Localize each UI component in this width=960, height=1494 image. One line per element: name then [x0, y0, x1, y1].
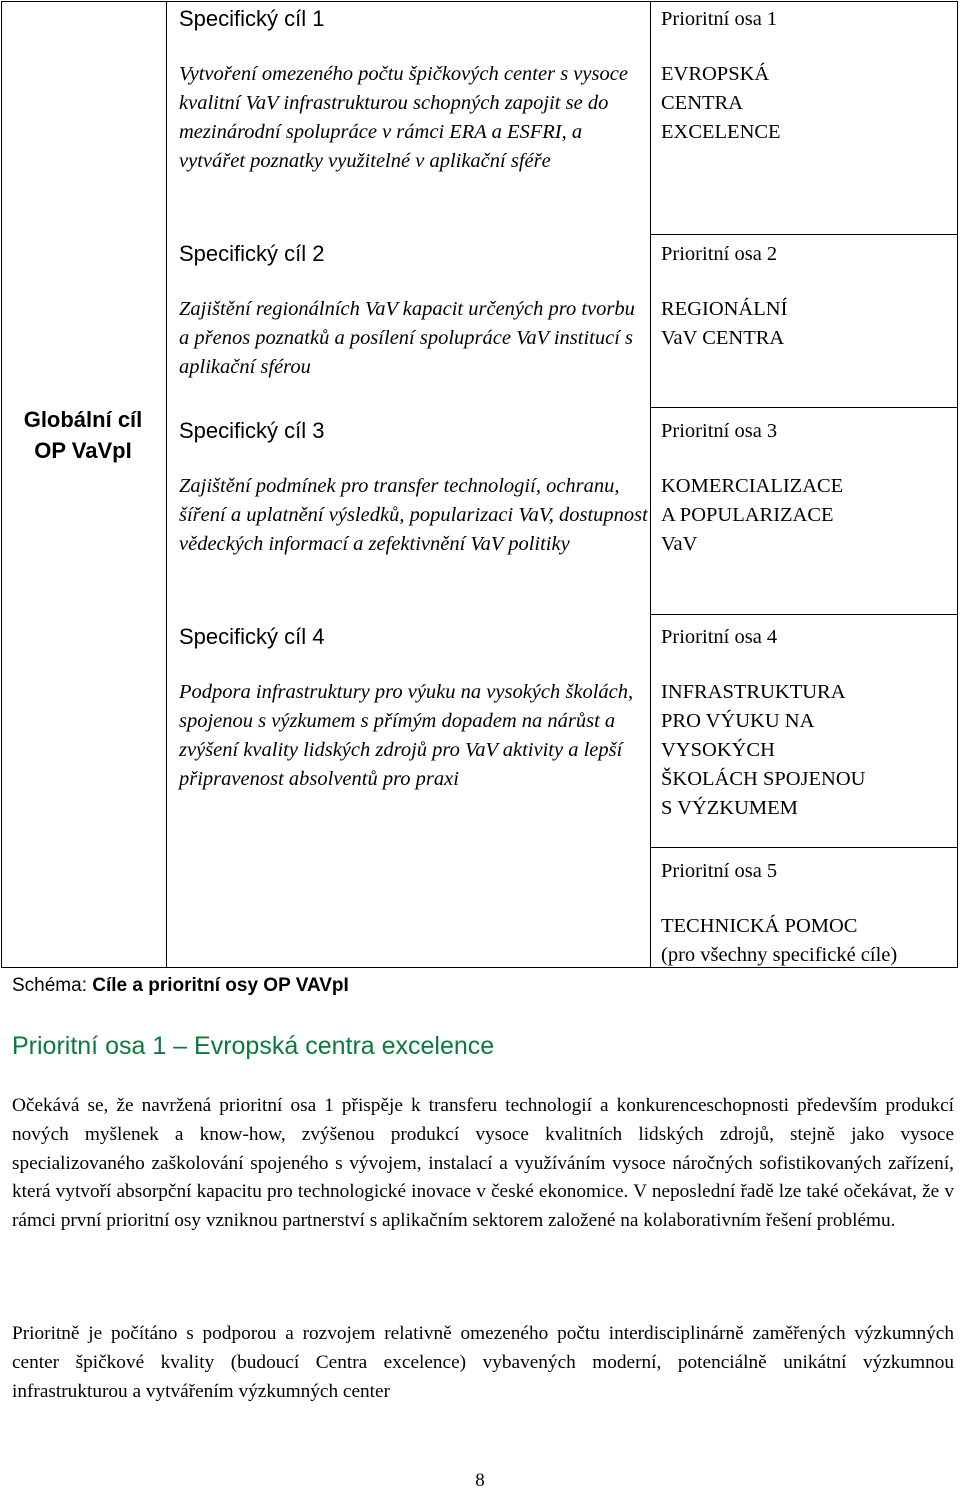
table-divider-right	[650, 1, 651, 967]
axis-title: Prioritní osa 5	[661, 860, 778, 882]
table-divider-left	[166, 1, 167, 967]
goal-title: Specifický cíl 4	[179, 624, 325, 649]
caption-title: Cíle a prioritní osy OP VAVpI	[92, 975, 349, 996]
global-goal-line-1: Globální cíl	[23, 407, 143, 432]
scheme-caption	[12, 972, 349, 1000]
specific-goal-2	[179, 241, 649, 382]
body-paragraph-2: Prioritně je počítáno s podporou a rozvojem relativně omezeného počtu interdisciplinárně zaměřených výzkumných center špičkové kvality (budoucí Centra excelence) vybavených moderní, potenciálně unikátní výzkumnou infrastrukturou a vytvářením výzkumných center	[12, 1323, 954, 1402]
priority-axis-4	[661, 624, 957, 823]
caption-prefix: Schéma:	[12, 975, 93, 996]
axis-name: TECHNICKÁ POMOC (pro všechny specifické cíle)	[661, 915, 898, 966]
body-paragraph-1: Očekává se, že navržená prioritní osa 1 přispěje k transferu technologií a konkurenceschopnosti především produkcí nových myšlenek a know-how, zvýšenou produkcí vysoce kvalitních lidských zdrojů, stejně jako vysoce specializovaného zaškolování spojeného s vývojem, instalací a využíváním vysoce náročných sofistikovaných zařízení, která vytvoří absorpční kapacitu pro technologické inovace v české ekonomice. V neposlední řadě lze také očekávat, že v rámci první prioritní osy vzniknou partnerství s aplikačním sektorem založené na kolaborativním řešení problému.	[12, 1095, 954, 1232]
specific-goal-1	[179, 6, 649, 176]
axis-title: Prioritní osa 1	[661, 8, 778, 30]
table-row-divider-2	[650, 407, 958, 408]
goal-title: Specifický cíl 3	[179, 418, 325, 443]
axis-name: INFRASTRUKTURA PRO VÝUKU NA VYSOKÝCH ŠKOLÁCH SPOJENOU S VÝZKUMEM	[661, 681, 866, 819]
axis-name: REGIONÁLNÍ VaV CENTRA	[661, 298, 788, 349]
priority-axis-3	[661, 418, 957, 559]
specific-goal-4	[179, 624, 649, 794]
priority-axis-5	[661, 858, 957, 970]
table-row-divider-3	[650, 614, 958, 615]
axis-title: Prioritní osa 3	[661, 420, 778, 442]
axis-title: Prioritní osa 4	[661, 626, 778, 648]
priority-axis-2	[661, 241, 957, 353]
page-number: 8	[475, 1470, 485, 1491]
table-row-divider-1	[650, 234, 958, 235]
goal-title: Specifický cíl 2	[179, 241, 325, 266]
table-row-divider-4	[650, 847, 958, 848]
priority-axis-1	[661, 6, 957, 147]
goal-title: Specifický cíl 1	[179, 6, 325, 31]
axis-name: EVROPSKÁ CENTRA EXCELENCE	[661, 63, 781, 143]
table-bottom-divider	[166, 967, 650, 968]
goal-description: Zajištění podmínek pro transfer technologií, ochranu, šíření a uplatnění výsledků, popularizaci VaV, dostupnost vědeckých informací a zefektivnění VaV politiky	[179, 475, 648, 555]
goal-description: Podpora infrastruktury pro výuku na vysokých školách, spojenou s výzkumem s přímým dopadem na nárůst a zvýšení kvality lidských zdrojů pro VaV aktivity a lepší připravenost absolventů pro praxi	[179, 681, 634, 790]
axis-name: KOMERCIALIZACE A POPULARIZACE VaV	[661, 475, 844, 555]
goal-description: Zajištění regionálních VaV kapacit určených pro tvorbu a přenos poznatků a posílení spolupráce VaV institucí s aplikační sférou	[179, 298, 635, 378]
global-goal-label	[0, 404, 166, 466]
global-goal-line-2: OP VaVpI	[34, 438, 132, 463]
axis-title: Prioritní osa 2	[661, 243, 778, 265]
specific-goal-3	[179, 418, 649, 559]
section-heading: Prioritní osa 1 – Evropská centra excelence	[12, 1032, 495, 1060]
goal-description: Vytvoření omezeného počtu špičkových center s vysoce kvalitní VaV infrastrukturou schopných zapojit se do mezinárodní spolupráce v rámci ERA a ESFRI, a vytvářet poznatky využitelné v aplikační sféře	[179, 63, 628, 172]
